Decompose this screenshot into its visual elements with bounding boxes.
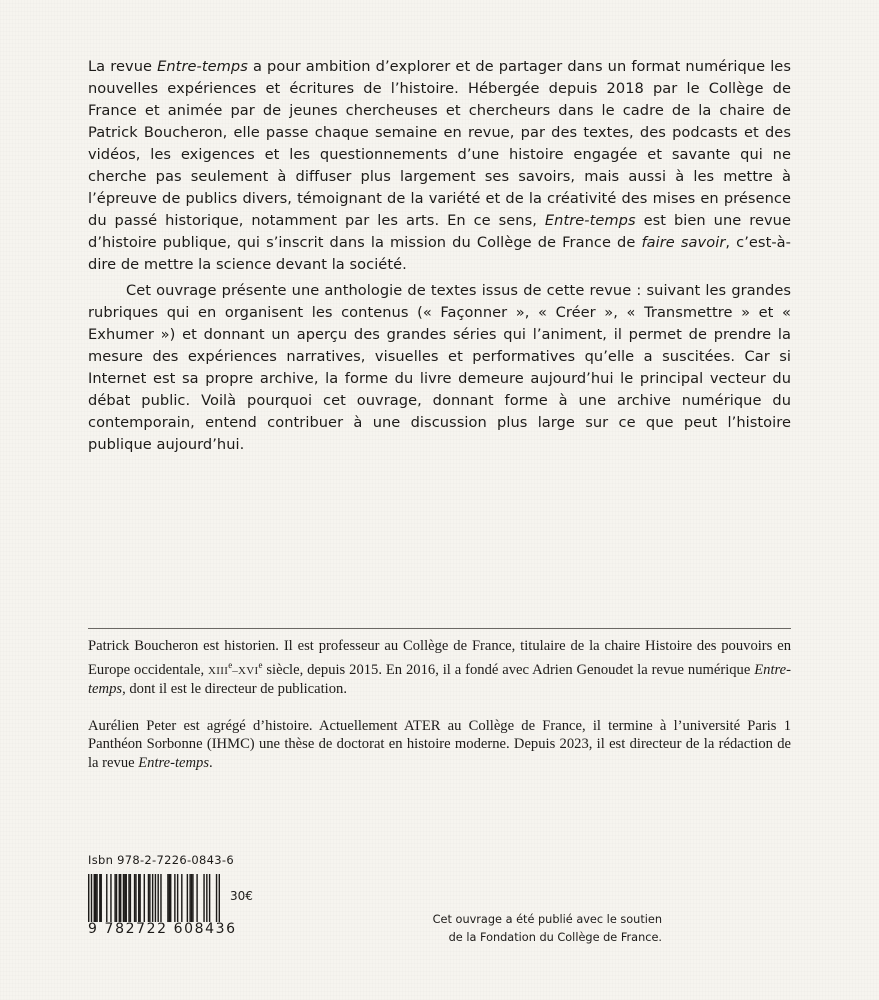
barcode-bar	[174, 874, 175, 922]
barcode-bar	[99, 874, 100, 922]
barcode-bar	[114, 874, 115, 922]
barcode-bar	[219, 874, 220, 922]
barcode-bar	[106, 874, 107, 922]
barcode-bar	[139, 874, 140, 922]
barcode-bar	[116, 874, 117, 922]
barcode-bar	[128, 874, 129, 922]
barcode-bar	[209, 874, 210, 922]
barcode-bar	[119, 874, 120, 922]
barcode-bar	[181, 874, 182, 922]
barcode-bar	[144, 874, 145, 922]
barcode-bar	[126, 874, 127, 922]
support-line: Cet ouvrage a été publié avec le soutien	[432, 913, 662, 926]
barcode-bar	[110, 874, 111, 922]
blurb-paragraph: Cet ouvrage présente une anthologie de textes issus de cette revue : suivant les grandes rubriques qui en organisent les contenus (« Façonner », « Créer », « Transmettre » et « Exhumer ») et donnant un aperçu des grandes séries qui l’animent, il permet de prendre la mesure des expériences narratives, visuelles et performatives qu’elle a suscitées. Car si Internet est sa propre archive, la forme du livre demeure aujourd’hui le principal vecteur du débat public. Voilà pourquoi cet ouvrage, donnant forme à une archive numérique du contemporain, entend contribuer à une discussion plus large sur ce que peut l’histoire publique aujourd’hui.	[88, 282, 791, 453]
barcode-bar	[167, 874, 168, 922]
author-bios	[88, 637, 791, 790]
support-line: de la Fondation du Collège de France.	[448, 931, 662, 944]
italic-title: Entre-temps	[88, 661, 791, 698]
barcode-bar	[196, 874, 197, 922]
barcode-bar	[148, 874, 149, 922]
barcode-bar	[88, 874, 89, 922]
superscript: e	[258, 659, 263, 670]
blurb-paragraph: La revue Entre-temps a pour ambition d’explorer et de partager dans un format numérique les nouvelles expériences et écritures de l’histoire. Hébergée depuis 2018 par le Collège de France et animée par de jeunes chercheuses et chercheurs dans le cadre de la chaire de Patrick Boucheron, elle passe chaque semaine en revue, par des textes, des podcasts et des vidéos, les exigences et les questionnements d’une histoire engagée et savante qui ne cherche pas seulement à diffuser plus largement ses savoirs, mais aussi à les mettre à l’épreuve de publics divers, témoignant de la variété et de la créativité des mises en présence du passé historique, notamment par les arts. En ce sens, Entre-temps est bien une revue d’histoire publique, qui s’inscrit dans la mission du Collège de France de faire savoir, c’est-à-dire de mettre la science devant la société.	[88, 58, 791, 273]
barcode-bar	[135, 874, 136, 922]
barcode-bar	[120, 874, 121, 922]
barcode-bar	[96, 874, 97, 922]
barcode-bar	[130, 874, 131, 922]
barcode-bar	[191, 874, 192, 922]
support-notice	[433, 911, 662, 947]
barcode-bar	[216, 874, 217, 922]
barcode-bar	[152, 874, 153, 922]
barcode-bar	[177, 874, 178, 922]
barcode-bar	[123, 874, 124, 922]
barcode-bar	[170, 874, 171, 922]
italic-title: Entre-temps	[544, 212, 636, 229]
barcode-bar	[187, 874, 188, 922]
barcode-bar	[157, 874, 158, 922]
barcode-bar	[155, 874, 156, 922]
divider-rule	[88, 628, 791, 629]
italic-title: Entre-temps	[138, 754, 210, 771]
barcode-digits: 9 782722 608436	[88, 921, 237, 937]
barcode-bar	[91, 874, 92, 922]
barcode-bar	[203, 874, 204, 922]
barcode	[88, 874, 220, 922]
superscript: e	[228, 659, 233, 670]
isbn-label: Isbn 978-2-7226-0843-6	[88, 853, 234, 867]
barcode-bar	[134, 874, 135, 922]
barcode-bar	[95, 874, 96, 922]
century-numeral: –XVI	[232, 664, 259, 677]
century-numeral: XIII	[208, 664, 229, 677]
italic-title: Entre-temps	[157, 58, 248, 75]
back-cover-blurb	[88, 56, 791, 456]
price-label: 30€	[230, 889, 253, 903]
italic-title: faire savoir	[641, 234, 726, 251]
barcode-bar	[124, 874, 125, 922]
barcode-bar	[101, 874, 102, 922]
author-bio: Patrick Boucheron est historien. Il est professeur au Collège de France, titulaire de la chaire Histoire des pouvoirs en Europe occidentale, XIIIe–XVIe siècle, depuis 2015. En 2016, il a fondé avec Adrien Genoudet la revue numérique Entre-temps, dont il est le directeur de publication.	[88, 638, 791, 698]
author-bio: Aurélien Peter est agrégé d’histoire. Actuellement ATER au Collège de France, il termine à l’université Paris 1 Panthéon Sorbonne (IHMC) une thèse de doctorat en histoire moderne. Depuis 2023, il est directeur de la rédaction de la revue Entre-temps.	[88, 717, 791, 771]
barcode-bar	[149, 874, 150, 922]
barcode-bar	[160, 874, 161, 922]
barcode-bar	[138, 874, 139, 922]
barcode-bar	[189, 874, 190, 922]
barcode-icon	[88, 874, 220, 922]
barcode-bar	[94, 874, 95, 922]
barcode-bar	[192, 874, 193, 922]
barcode-bar	[206, 874, 207, 922]
barcode-bar	[169, 874, 170, 922]
